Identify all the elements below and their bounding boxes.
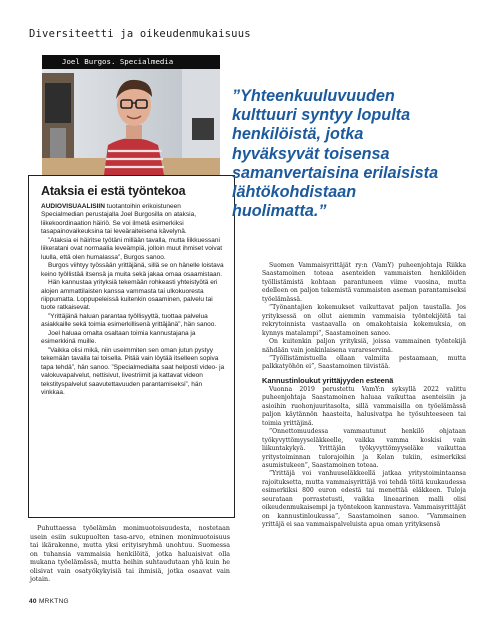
case-paragraph: Burgos viihtyy työssään yrittäjänä, sillä se on hänelle loistava keino työllistää itsensä ja muita sekä jakaa omaa osaamistaan. — [41, 262, 224, 278]
case-paragraph — [41, 203, 225, 237]
body-paragraph: On kuitenkin paljon yrityksiä, joissa vammainen työntekijä nähdään vain jonkinlaisena varareservinä. — [262, 338, 466, 354]
case-box — [28, 175, 235, 518]
case-paragraph-text: tuotantoihin erikoistuneen Specialmedian perustajalla Joel Burgosilla on ataksia, liikekoordinaation häiriö. Se voi ilmetä esimerkiksi tasapainovaikeuksina tai leveäraiteisena kävelynä. — [41, 203, 197, 236]
case-paragraph: Hän kannustaa yrityksiä tekemään rohkeasti yhteistyötä eri alojen ammattilaisten kanssa vammasta tai ulkokuoresta riippumatta. Loppupeleissä kuitenkin osaaminen, palvelu tai tuote ratkaisevat. — [41, 279, 218, 312]
right-body-column — [262, 262, 466, 530]
case-heading: Ataksia ei estä työntekoa — [41, 184, 186, 198]
pull-quote: ”Yhteenkuuluvuuden kulttuuri syntyy lopulta henkilöistä, jotka hyväksyvät toisensa samanvertaisina erilaisista lähtökohdistaan huolimatta.” — [232, 87, 439, 221]
page-number: 40 — [29, 598, 37, 605]
body-paragraph: ”Työllistämistuella ollaan valmiita pestaamaan, mutta palkkatyöhön ei”, Saastamoinen tiivistää. — [262, 354, 466, 371]
case-lead-word: AUDIOVISUAALISIIN — [41, 203, 105, 210]
body-paragraph: ”Onnettomuudessa vammautunut henkilö ohjataan työkyvyttömyyseläkkeelle, vaikka vamma koskisi vain liikuntakykyä. Yrittäjän työkyvyttömyyseläke vaikuttaa yritystoiminnan tulorajoihin ja Kelan tukiin, esimerkiksi asumistukeen”, Saastamoinen toteaa. — [262, 428, 466, 469]
body-paragraph: Suomen Vammaisyrittäjät ry:n (VamY) puheenjohtaja Riikka Saastamoinen toteaa asenteiden vammaisten henkilöiden työllistämistä kohtaan parantuneen viime vuosina, mutta edelleen on paljon tekemistä vammaisten aseman parantamiseksi työelämässä. — [262, 262, 466, 303]
body-paragraph: Vuonna 2019 perustettu VamY:n syksyllä 2022 valittu puheenjohtaja Saastamoinen haluaa vaikuttaa asenteisiin ja asioihin ruohonjuuritasolta, sillä vammaisilla on työelämässä paljon käytännön haasteita, halusivatpa he työsuhteeseen tai toimia yrittäjinä. — [262, 385, 466, 427]
section-title: Diversiteetti ja oikeudenmukaisuus — [29, 28, 251, 40]
photo-caption: Joel Burgos. Specialmedia — [42, 55, 220, 69]
case-paragraph: ”Yrittäjänä haluan parantaa työllisyyttä, tuottaa palvelua asiakkaille sekä toimia esimerkillisenä yrittäjänä”, hän sanoo. — [41, 312, 217, 329]
body-paragraph: ”Yrittäjä voi vanhuuseläkkeellä jatkaa yritystoimintaansa rajoituksetta, mutta vammaisyrittäjä voi tehdä töitä kuukaudessa esimerkiksi 800 euron edestä tai menettää eläkkeen. Tuloja seurataan porrastetusti, vaikka lineaarinen malli olisi oikeudenmukaisempi ja työntekoon kannustava. Vammaisyrittäjät on kannustinloukussa”, Saastamoinen sanoo. ”Vammainen yrittäjä ei saa vammaispalveluista apua oman yrityksensä — [262, 470, 466, 529]
page-footer — [29, 598, 69, 605]
body-paragraph: ”Työnantajien kokemukset vaikuttavat paljon taustalla. Jos yrityksessä on ollut aiemmin vammaisia työntekijöitä tai rekrytoinnista vastaavalla on omakohtaisia kokemuksia, on kynnys matalampi”, Saastamoinen sanoo. — [262, 304, 466, 337]
portrait-illustration — [42, 63, 220, 175]
body-paragraph: Puhuttaessa työelämän monimuotoisuudesta, nostetaan usein esiin sukupuolten tasa-arvo, etninen monimuotoisuus tai ikärakenne, mutta yksi erityisryhmä unohtuu. Suomessa on tuhansia vammaisia henkilöitä, jotka haluaisivat olla mukana työelämässä, mutta heihin suhtaudutaan yhä kuin he olisivat vain osatyökykyisiä tai ihmisiä, jotka osaavat vain jotain. — [30, 525, 230, 584]
portrait-photo — [42, 63, 220, 175]
left-body-column — [30, 525, 230, 585]
case-paragraph: Joel haluaa omalta osaltaan toimia kannustajana ja esimerkkinä muille. — [41, 329, 196, 346]
sub-heading: Kannustinloukut yrittäjyyden esteenä — [262, 375, 394, 385]
magazine-name: MRKTNG — [38, 598, 69, 605]
case-paragraph: ”Vaikka olisi mikä, niin useimmiten sen oman jutun pystyy tekemään tavalla tai toisella. Pitää vain löytää itselleen sopiva tapa tehdä”, hän sanoo. ”Specialmedialta saat helposti video- ja valokuvapalvelut, nettisivut, livestriimit ja kattavat videon tekstityspalvelut saavutettavuuden parantamiseksi”, hän vinkkaa. — [41, 346, 225, 396]
case-paragraph: ”Ataksia ei häiritse työtäni millään tavalla, mutta liikkuessani liikeratani ovat normaalia leveämpiä, jolloin muut ihmiset voivat luulla, että olen humalassa”, Burgos sanoo. — [41, 236, 223, 261]
